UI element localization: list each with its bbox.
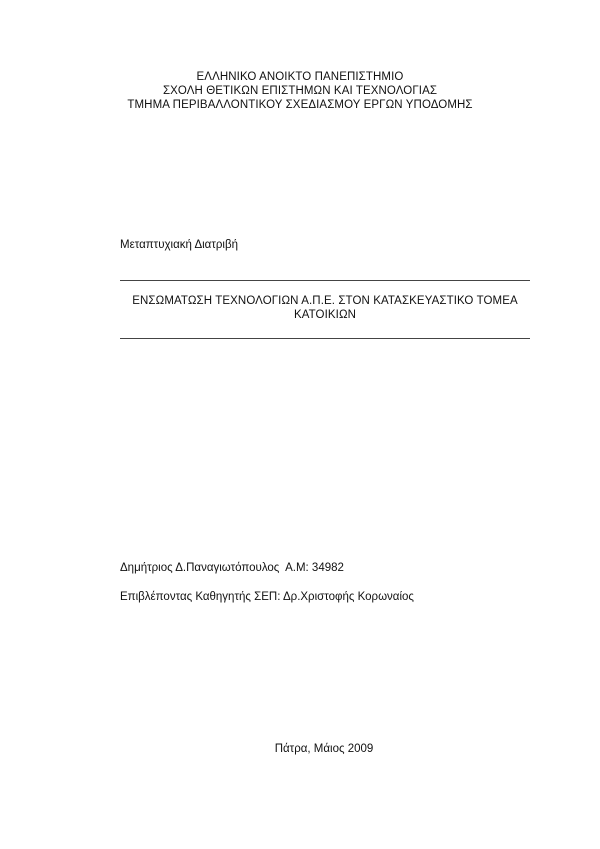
department-name: ΤΜΗΜΑ ΠΕΡΙΒΑΛΛΟΝΤΙΚΟΥ ΣΧΕΔΙΑΣΜΟΥ ΕΡΓΩΝ ΥΠΟΔΟΜΗΣ	[127, 99, 473, 111]
thesis-title-line-2: ΚΑΤΟΙΚΙΩΝ	[293, 309, 357, 321]
thesis-title-line-1: ΕΝΣΩΜΑΤΩΣΗ ΤΕΧΝΟΛΟΓΙΩΝ Α.Π.Ε. ΣΤΟΝ ΚΑΤΑΣΚΕΥΑΣΤΙΚΟ ΤΟΜΕΑ	[132, 295, 518, 307]
school-name: ΣΧΟΛΗ ΘΕΤΙΚΩΝ ΕΠΙΣΤΗΜΩΝ ΚΑΙ ΤΕΧΝΟΛΟΓΙΑΣ	[162, 85, 438, 97]
place-date: Πάτρα, Μάιος 2009	[274, 743, 374, 755]
document-type: Μεταπτυχιακή Διατριβή	[120, 239, 238, 251]
thesis-title	[120, 294, 530, 322]
university-name: ΕΛΛΗΝΙΚΟ ΑΝΟΙΚΤΟ ΠΑΝΕΠΙΣΤΗΜΙΟ	[196, 71, 404, 83]
supervisor-line: Επιβλέποντας Καθηγητής ΣΕΠ: Δρ.Χριστοφής Κορωναίος	[120, 591, 414, 603]
institution-header	[0, 70, 600, 112]
title-bottom-divider	[120, 338, 530, 339]
author-line: Δημήτριος Δ.Παναγιωτόπουλος Α.Μ: 34982	[120, 562, 344, 574]
title-top-divider	[120, 280, 530, 281]
